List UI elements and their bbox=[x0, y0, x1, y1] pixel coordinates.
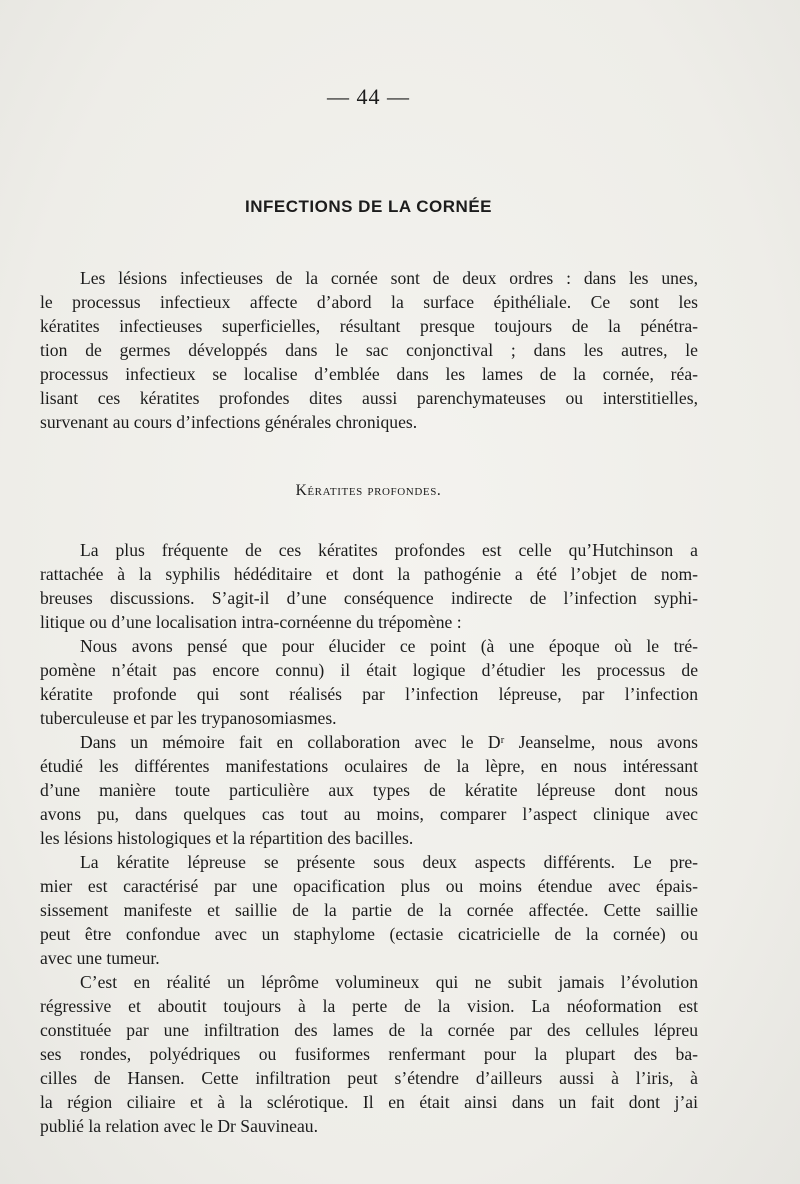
text-line: pomène n’était pas encore connu) il était logique d’étudier les processus de bbox=[40, 660, 698, 680]
text-line: avec une tumeur. bbox=[40, 948, 160, 968]
text-line: tion de germes développés dans le sac conjonctival ; dans les autres, le bbox=[40, 340, 698, 360]
text-line: mier est caractérisé par une opacification plus ou moins étendue avec épais- bbox=[40, 876, 698, 896]
text-line: ses rondes, polyédriques ou fusiformes renfermant pour la plupart des ba- bbox=[40, 1044, 698, 1064]
text-line: le processus infectieux affecte d’abord la surface épithéliale. Ce sont les bbox=[40, 292, 698, 312]
text-line: processus infectieux se localise d’emblée dans les lames de la cornée, réa- bbox=[40, 364, 698, 384]
text-line: C’est en réalité un léprôme volumineux qui ne subit jamais l’évolution bbox=[80, 972, 698, 992]
text-line: d’une manière toute particulière aux types de kératite lépreuse dont nous bbox=[40, 780, 698, 800]
text-line: La kératite lépreuse se présente sous deux aspects différents. Le pre- bbox=[80, 852, 698, 872]
text-line: Nous avons pensé que pour élucider ce point (à une époque où le tré- bbox=[80, 636, 698, 656]
text-line: cilles de Hansen. Cette infiltration peut s’étendre d’ailleurs aussi à l’iris, à bbox=[40, 1068, 698, 1088]
text-line: tuberculeuse et par les trypanosomiasmes. bbox=[40, 708, 337, 728]
text-line: Les lésions infectieuses de la cornée sont de deux ordres : dans les unes, bbox=[80, 268, 698, 288]
text-line: publié la relation avec le Dr Sauvineau. bbox=[40, 1116, 318, 1136]
body-text bbox=[40, 538, 698, 1138]
text-line: sissement manifeste et saillie de la partie de la cornée affectée. Cette saillie bbox=[40, 900, 698, 920]
text-line: étudié les différentes manifestations oculaires de la lèpre, en nous intéressant bbox=[40, 756, 698, 776]
text-line: Dans un mémoire fait en collaboration avec le Dʳ Jeanselme, nous avons bbox=[80, 732, 698, 752]
intro-paragraph bbox=[40, 266, 698, 434]
text-line: peut être confondue avec un staphylome (ectasie cicatricielle de la cornée) ou bbox=[40, 924, 698, 944]
text-line: kératites infectieuses superficielles, résultant presque toujours de la pénétra- bbox=[40, 316, 698, 336]
text-line: kératite profonde qui sont réalisés par l’infection lépreuse, par l’infection bbox=[40, 684, 698, 704]
text-line: rattachée à la syphilis hédéditaire et dont la pathogénie a été l’objet de nom- bbox=[40, 564, 698, 584]
text-line: régressive et aboutit toujours à la perte de la vision. La néoformation est bbox=[40, 996, 698, 1016]
text-line: litique ou d’une localisation intra-cornéenne du trépomène : bbox=[40, 612, 462, 632]
page-number: — 44 — bbox=[327, 84, 410, 109]
text-line: breuses discussions. S’agit-il d’une conséquence indirecte de l’infection syphi- bbox=[40, 588, 698, 608]
text-line: La plus fréquente de ces kératites profondes est celle qu’Hutchinson a bbox=[80, 540, 698, 560]
chapter-title: INFECTIONS DE LA CORNÉE bbox=[245, 197, 492, 216]
text-line: constituée par une infiltration des lames de la cornée par des cellules lépreu bbox=[40, 1020, 698, 1040]
text-line: avons pu, dans quelques cas tout au moins, comparer l’aspect clinique avec bbox=[40, 804, 698, 824]
text-line: lisant ces kératites profondes dites aussi parenchymateuses ou interstitielles, bbox=[40, 388, 698, 408]
text-line: les lésions histologiques et la répartition des bacilles. bbox=[40, 828, 414, 848]
text-line: la région ciliaire et à la sclérotique. Il en était ainsi dans un fait dont j’ai bbox=[40, 1092, 698, 1112]
text-line: survenant au cours d’infections générales chroniques. bbox=[40, 412, 418, 432]
section-title: Kératites profondes. bbox=[295, 482, 442, 499]
